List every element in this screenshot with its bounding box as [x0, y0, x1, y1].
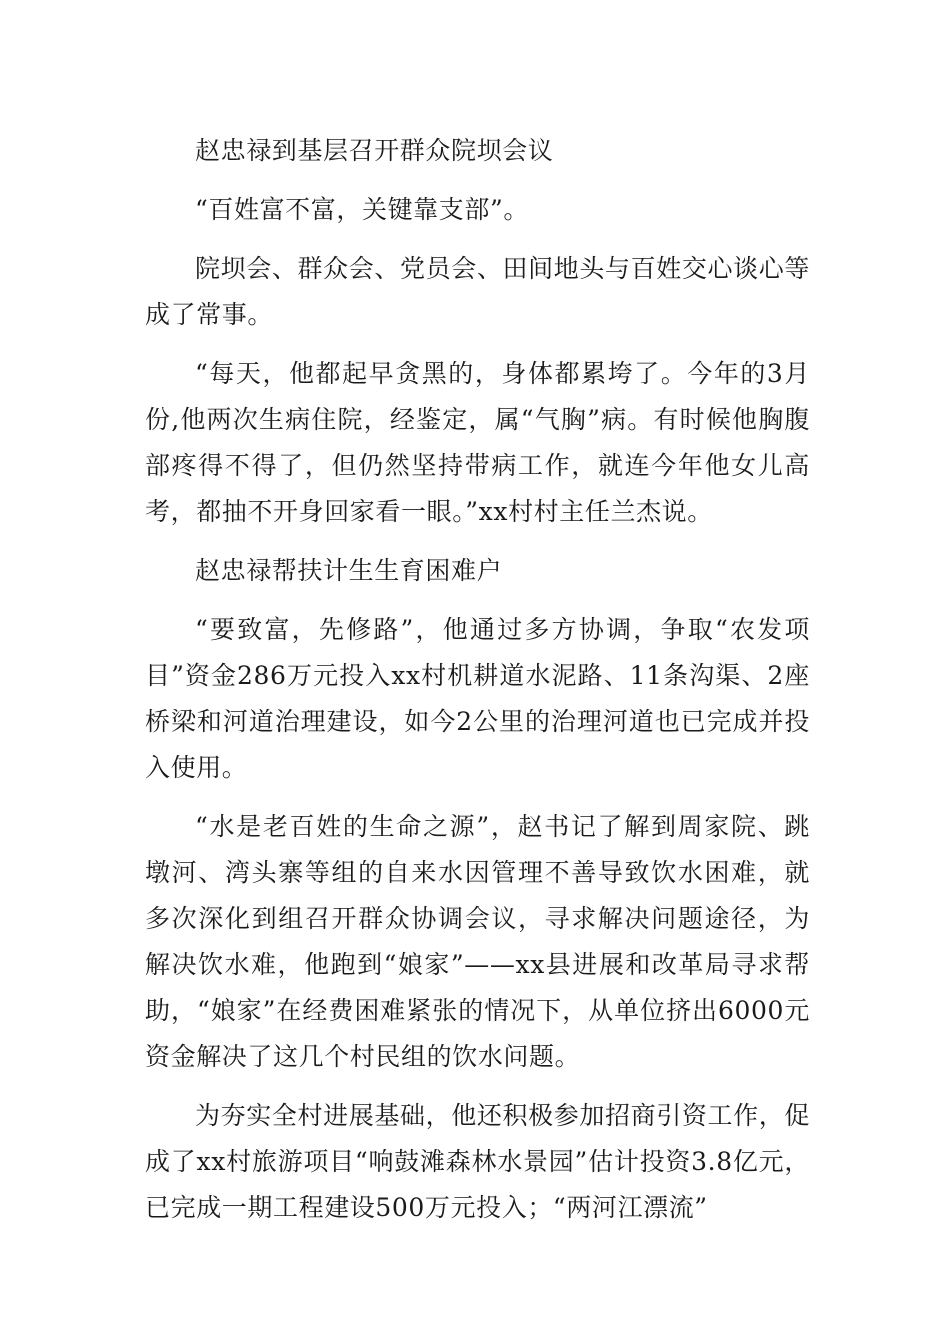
photo-caption-meeting: 赵忠禄到基层召开群众院坝会议 [195, 136, 554, 165]
paragraph-investment: 为夯实全村进展基础，他还积极参加招商引资工作，促成了xx村旅游项目“响鼓滩森林水景园”估计投资3.8亿元，已完成一期工程建设500万元投入；“两河江漂流” [145, 1101, 810, 1222]
paragraph-slogan: “百姓富不富，关键靠支部”。 [195, 195, 529, 224]
photo-caption-assistance: 赵忠禄帮扶计生生育困难户 [195, 556, 503, 585]
paragraph-meetings: 院坝会、群众会、党员会、田间地头与百姓交心谈心等成了常事。 [145, 254, 810, 329]
paragraph-quote-health: “每天，他都起早贪黑的，身体都累垮了。今年的3月份,他两次生病住院，经鉴定，属“气胸”病。有时候他胸腹部疼得不得了，但仍然坚持带病工作，就连今年他女儿高考，都抽不开身回家看一眼。”xx村村主任兰杰说。 [145, 359, 810, 526]
paragraph-roads: “要致富，先修路”，他通过多方协调，争取“农发项目”资金286万元投入xx村机耕道水泥路、11条沟渠、2座桥梁和河道治理建设，如今2公里的治理河道也已完成并投入使用。 [145, 615, 810, 782]
paragraph-water: “水是老百姓的生命之源”，赵书记了解到周家院、跳墩河、湾头寨等组的自来水因管理不善导致饮水困难，就多次深化到组召开群众协调会议，寻求解决问题途径，为解决饮水难，他跑到“娘家”——xx县进展和改革局寻求帮助，“娘家”在经费困难紧张的情况下，从单位挤出6000元资金解决了这几个村民组的饮水问题。 [145, 812, 810, 1071]
document-body [145, 128, 810, 1244]
